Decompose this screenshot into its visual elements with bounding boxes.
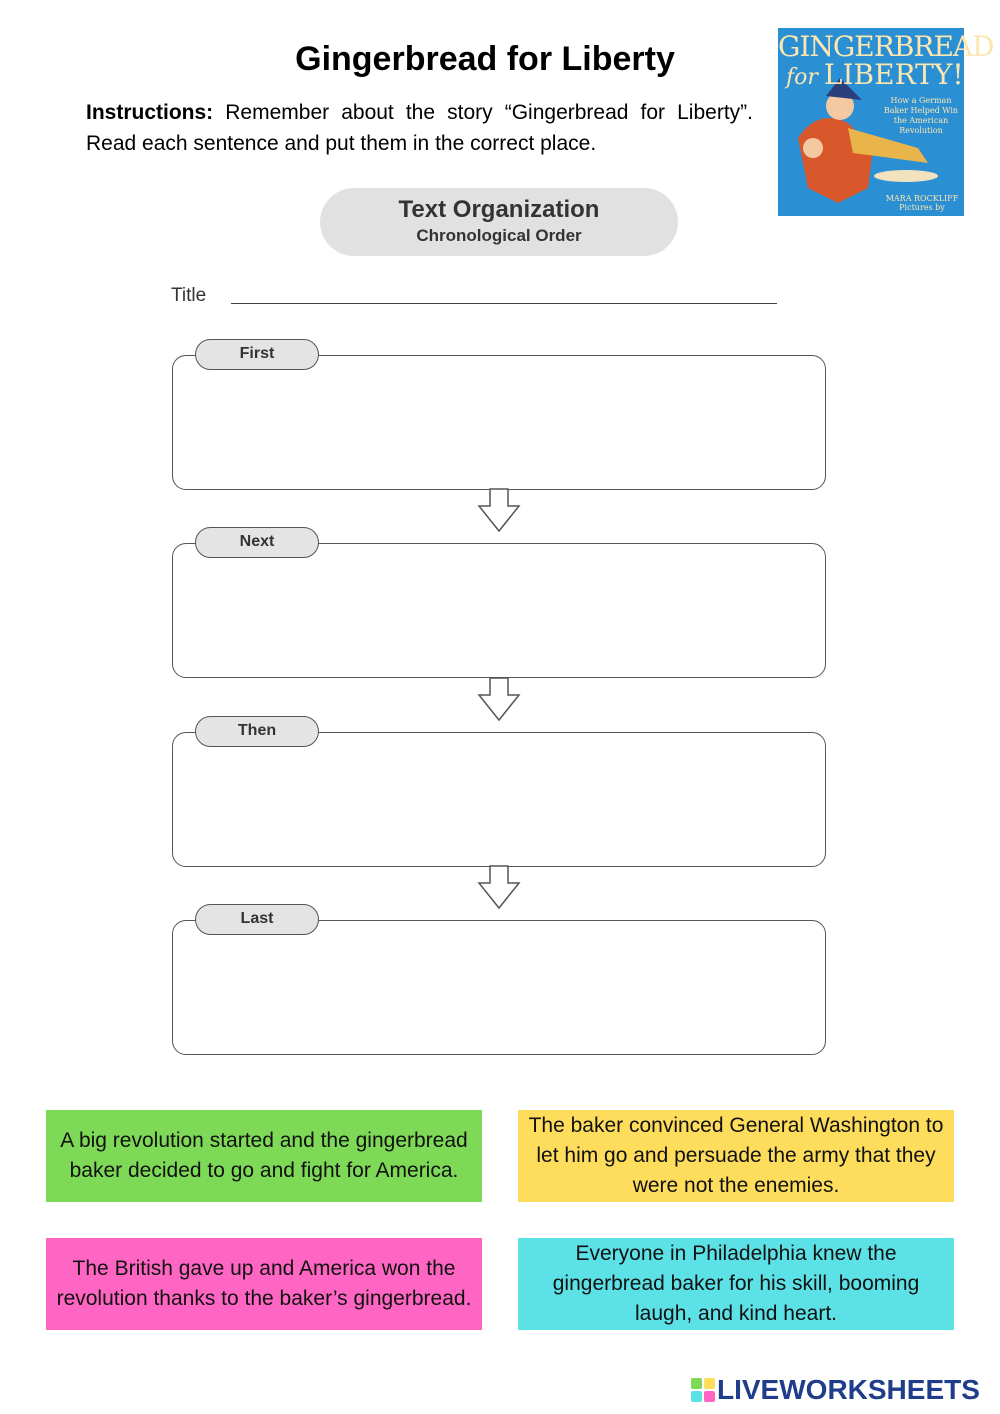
instructions — [86, 97, 753, 159]
sentence-card-1[interactable]: A big revolution started and the gingerbread baker decided to go and fight for America. — [46, 1110, 482, 1202]
organizer-heading-badge — [320, 188, 678, 256]
cover-author — [882, 194, 962, 212]
stage-label-first: First — [195, 339, 319, 370]
page-title: Gingerbread for Liberty — [295, 40, 675, 78]
arrow-down-icon — [478, 488, 520, 532]
arrow-down-icon — [478, 865, 520, 909]
organizer-subheading: Chronological Order — [416, 226, 582, 245]
cover-author-name: MARA ROCKLIFF — [885, 194, 959, 203]
stage-label-last: Last — [195, 904, 319, 935]
liveworksheets-logo — [691, 1373, 980, 1407]
cover-subtitle: How a German Baker Helped Win the American Revolution — [883, 96, 959, 135]
title-answer-line[interactable] — [231, 303, 777, 304]
cover-liberty: LIBERTY! — [823, 58, 964, 91]
title-label: Title — [171, 285, 207, 306]
drop-zone-next[interactable] — [172, 543, 826, 678]
sentence-card-2[interactable]: The baker convinced General Washington to let him go and persuade the army that they were not the enemies. — [518, 1110, 954, 1202]
drop-zone-first[interactable] — [172, 355, 826, 490]
liveworksheets-wordmark: LIVEWORKSHEETS — [717, 1374, 980, 1405]
sentence-card-4[interactable]: Everyone in Philadelphia knew the gingerbread baker for his skill, booming laugh, and kind heart. — [518, 1238, 954, 1330]
instructions-label: Instructions: — [86, 101, 214, 124]
drop-zone-then[interactable] — [172, 732, 826, 867]
cover-pictures-by: Pictures by — [899, 203, 945, 212]
cover-title-line1: GINGERBREAD — [778, 30, 994, 63]
book-cover-image — [778, 28, 994, 216]
cover-title-line2 — [786, 58, 964, 91]
cover-for: for — [786, 65, 818, 90]
arrow-down-icon — [478, 677, 520, 721]
sentence-card-3[interactable]: The British gave up and America won the revolution thanks to the baker’s gingerbread. — [46, 1238, 482, 1330]
stage-label-then: Then — [195, 716, 319, 747]
stage-label-next: Next — [195, 527, 319, 558]
instructions-text: Remember about the story “Gingerbread for Liberty”. Read each sentence and put them in the correct place. — [86, 101, 753, 155]
drop-zone-last[interactable] — [172, 920, 826, 1055]
liveworksheets-logo-icon — [691, 1378, 715, 1402]
organizer-heading: Text Organization — [398, 196, 600, 223]
